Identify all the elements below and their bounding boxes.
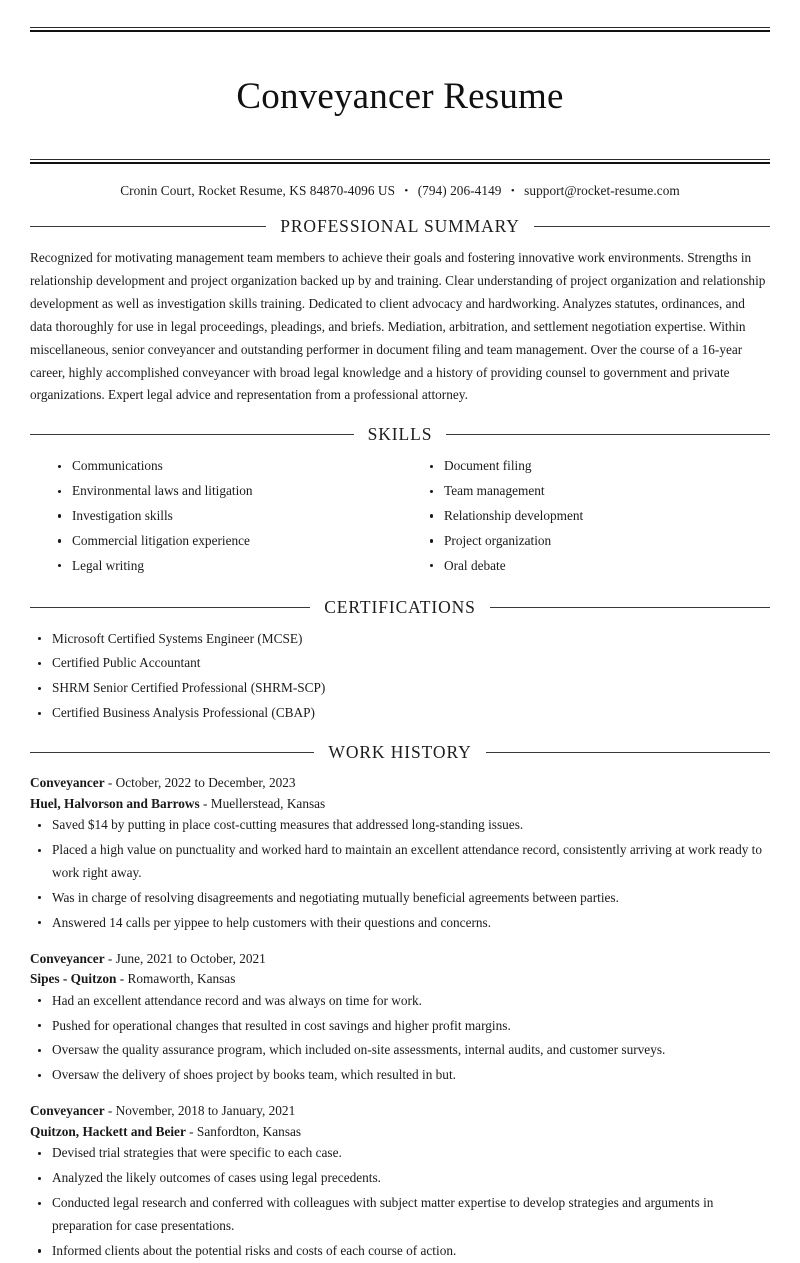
section-skills [30, 424, 770, 579]
section-work-history [30, 742, 770, 1263]
skills-column-left [50, 455, 410, 579]
job-company: Sipes - Quitzon [30, 971, 117, 987]
section-title: PROFESSIONAL SUMMARY [280, 216, 520, 237]
contact-phone: (794) 206-4149 [417, 183, 502, 199]
section-heading-work-history [30, 742, 770, 763]
job-bullet-list [30, 1142, 770, 1262]
section-rule-left [30, 226, 266, 227]
skills-list-right [422, 455, 770, 577]
job-company-line [30, 1122, 770, 1143]
list-item: Pushed for operational changes that resulted in cost savings and higher profit margins. [30, 1015, 770, 1038]
summary-paragraph: Recognized for motivating management team members to achieve their goals and fostering innovative work environments. Strengths in relationship development and project organization backed up by and training. Clear understanding of project organization and relationship development as well as investigation skills training. Dedicated to client advocacy and hardworking. Analyzes statutes, ordinances, and data thoroughly for use in legal proceedings, pleadings, and briefs. Mediation, arbitration, and settlement negotiation expertise. Within miscellaneous, senior conveyancer and outstanding performer in document filing and team management. Over the course of a 16-year career, highly accomplished conveyancer with broad legal knowledge and a history of providing counsel to government and private organizations. Expert legal advice and representation from a professional attorney. [30, 250, 766, 403]
list-item: Team management [422, 480, 770, 503]
work-history-entries [30, 773, 770, 1263]
section-rule-right [534, 226, 770, 227]
job-title: Conveyancer [30, 775, 105, 790]
header-bottom-rule [30, 159, 770, 164]
list-item: Devised trial strategies that were specific to each case. [30, 1142, 770, 1165]
list-item: Oversaw the delivery of shoes project by books team, which resulted in but. [30, 1064, 770, 1087]
list-item: Legal writing [50, 555, 410, 578]
job-company-line [30, 794, 770, 815]
resume-header [30, 0, 770, 199]
job-dates: - November, 2018 to January, 2021 [104, 1103, 296, 1119]
job-dates: - June, 2021 to October, 2021 [104, 950, 266, 966]
section-rule-right [446, 434, 770, 435]
section-rule-right [490, 607, 770, 608]
list-item: Relationship development [422, 505, 770, 528]
skills-list-left [50, 455, 410, 577]
job-title-line [30, 949, 770, 970]
section-rule-right [486, 752, 770, 753]
contact-separator-2: • [510, 185, 515, 198]
section-heading-certifications [30, 597, 770, 618]
section-professional-summary [30, 216, 770, 407]
list-item: Communications [50, 455, 410, 478]
page-title: Conveyancer Resume [236, 75, 564, 117]
list-item: Document filing [422, 455, 770, 478]
job-title: Conveyancer [30, 1103, 105, 1119]
list-item: Answered 14 calls per yippee to help customers with their questions and concerns. [30, 912, 770, 935]
list-item: Had an excellent attendance record and was always on time for work. [30, 990, 770, 1013]
list-item: Environmental laws and litigation [50, 480, 410, 503]
list-item: Informed clients about the potential risks and costs of each course of action. [30, 1240, 770, 1263]
section-rule-left [30, 607, 310, 608]
job-location: - Romaworth, Kansas [116, 971, 236, 987]
section-rule-left [30, 434, 354, 435]
list-item: Saved $14 by putting in place cost-cutting measures that addressed long-standing issues. [30, 814, 770, 837]
header-top-rule [30, 27, 770, 32]
list-item: Microsoft Certified Systems Engineer (MCSE) [30, 628, 770, 651]
certifications-list [30, 628, 770, 725]
section-heading-professional-summary [30, 216, 770, 237]
list-item: Analyzed the likely outcomes of cases using legal precedents. [30, 1167, 770, 1190]
job-dates: - October, 2022 to December, 2023 [104, 775, 296, 790]
job-company-line [30, 969, 770, 990]
contact-address: Cronin Court, Rocket Resume, KS 84870-4096 US [120, 183, 396, 199]
section-heading-skills [30, 424, 770, 445]
skills-columns [30, 455, 770, 579]
section-certifications [30, 597, 770, 725]
job-location: - Muellerstead, Kansas [199, 795, 326, 811]
job-title: Conveyancer [30, 950, 105, 966]
job-location: - Sanfordton, Kansas [185, 1123, 302, 1139]
work-history-entry [30, 1101, 770, 1263]
section-rule-left [30, 752, 314, 753]
job-bullet-list [30, 814, 770, 934]
section-title: WORK HISTORY [328, 742, 472, 762]
contact-email: support@rocket-resume.com [524, 183, 680, 199]
job-bullet-list [30, 990, 770, 1087]
list-item: Investigation skills [50, 505, 410, 528]
contact-separator-1: • [404, 185, 409, 198]
job-title-line [30, 1101, 770, 1122]
work-history-entry [30, 949, 770, 1088]
list-item: Certified Business Analysis Professional (CBAP) [30, 702, 770, 725]
list-item: SHRM Senior Certified Professional (SHRM-SCP) [30, 677, 770, 700]
list-item: Was in charge of resolving disagreements and negotiating mutually beneficial agreements between parties. [30, 887, 770, 910]
contact-line [30, 164, 770, 199]
job-company: Quitzon, Hackett and Beier [30, 1123, 186, 1139]
section-title: CERTIFICATIONS [324, 596, 476, 617]
list-item: Oral debate [422, 555, 770, 578]
job-company: Huel, Halvorson and Barrows [30, 795, 200, 811]
list-item: Commercial litigation experience [50, 530, 410, 553]
list-item: Certified Public Accountant [30, 652, 770, 675]
list-item: Conducted legal research and conferred with colleagues with subject matter expertise to develop strategies and arguments in preparation for case presentations. [30, 1192, 770, 1238]
list-item: Oversaw the quality assurance program, which included on-site assessments, internal audits, and customer surveys. [30, 1039, 770, 1062]
work-history-entry [30, 773, 770, 935]
skills-column-right [410, 455, 770, 579]
list-item: Project organization [422, 530, 770, 553]
job-title-line [30, 773, 770, 794]
list-item: Placed a high value on punctuality and worked hard to maintain an excellent attendance record, consistently arriving at work ready to work right away. [30, 839, 770, 885]
section-title: SKILLS [367, 424, 433, 445]
